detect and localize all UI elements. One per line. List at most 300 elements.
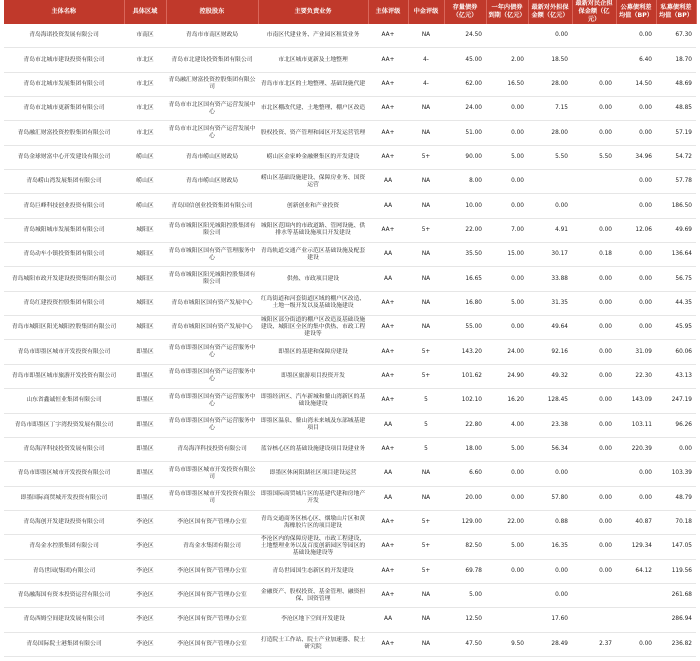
table-cell	[528, 170, 572, 194]
table-cell: 34.96	[616, 145, 656, 169]
table-cell: 青岛西姆空间建设发展有限公司	[4, 608, 124, 632]
table-cell: AA+	[368, 559, 408, 583]
table-cell: 城阳区	[124, 218, 166, 242]
table-cell: 57.78	[656, 170, 696, 194]
table-cell: 101.62	[444, 364, 486, 388]
table-cell: 28.00	[528, 72, 572, 96]
table-row	[4, 194, 696, 218]
table-cell: 56.34	[528, 437, 572, 461]
table-cell: 0.00	[616, 291, 656, 315]
table-cell: 青岛金水集团有限公司	[166, 535, 258, 559]
table-row	[4, 583, 696, 607]
table-cell: 5+	[408, 145, 444, 169]
table-cell: 12.06	[616, 218, 656, 242]
table-row	[4, 48, 696, 72]
table-cell: 0.00	[572, 510, 616, 534]
table-cell: 0.00	[486, 170, 528, 194]
table-cell: 0.00	[616, 462, 656, 486]
table-cell: 48.69	[656, 72, 696, 96]
table-cell: 0.00	[572, 291, 616, 315]
table-cell: 市南区	[124, 24, 166, 48]
table-cell: 青岛国信创业投资集团有限公司	[166, 194, 258, 218]
table-cell: 0.00	[656, 437, 696, 461]
table-cell: 0.00	[572, 218, 616, 242]
table-cell: 129.00	[444, 510, 486, 534]
table-cell: 4-	[408, 72, 444, 96]
table-cell: 即墨国际商贸城片区的基建代建和房地产开发	[258, 486, 368, 510]
table-cell: 49.32	[528, 364, 572, 388]
table-cell: 市北区	[124, 97, 166, 121]
table-cell: 0.88	[528, 510, 572, 534]
table-cell: 李沧区国有资产管理办公室	[166, 583, 258, 607]
table-cell: 0.00	[528, 559, 572, 583]
table-cell: 12.50	[444, 608, 486, 632]
table-cell: 16.50	[486, 72, 528, 96]
table-cell: 青岛市即墨区国有资产运营服务中心	[166, 340, 258, 364]
table-cell: 0.00	[572, 486, 616, 510]
table-cell: 17.60	[528, 608, 572, 632]
table-cell: AA+	[368, 218, 408, 242]
table-cell: AA	[368, 462, 408, 486]
table-cell: 青岛市即墨区城市开发投资有限公司	[4, 340, 124, 364]
table-cell: 青岛市崂山区财政局	[166, 145, 258, 169]
table-cell	[572, 194, 616, 218]
table-cell: 0.00	[616, 243, 656, 267]
table-cell: 35.50	[444, 243, 486, 267]
table-cell: 0.00	[486, 316, 528, 340]
table-cell: 青岛市即墨区城市开发投资有限公司	[4, 462, 124, 486]
table-cell: 市北区棚改代建、土地整理、棚户区改造	[258, 97, 368, 121]
table-cell: 5+	[408, 340, 444, 364]
table-cell: 青岛市市北区国有资产运营发展中心	[166, 97, 258, 121]
table-cell: 31.35	[528, 291, 572, 315]
table-cell: 青岛市即墨区丁字湾投资发展有限公司	[4, 413, 124, 437]
table-row	[4, 218, 696, 242]
table-cell: 0.00	[572, 267, 616, 291]
table-cell: 5+	[408, 535, 444, 559]
table-cell: 18.00	[444, 437, 486, 461]
table-row	[4, 243, 696, 267]
table-cell: 青岛融汇财富投资控股集团有限公司	[4, 121, 124, 145]
table-cell: 李沧区国有资产管理办公室	[166, 632, 258, 656]
table-cell: NA	[408, 121, 444, 145]
table-cell: AA	[368, 170, 408, 194]
table-cell: 47.50	[444, 632, 486, 656]
column-header: 最新对外担保金额（亿元）	[528, 0, 572, 24]
table-cell: 青岛交通商务区核心区、烟墩山片区和黄海橡胶片区的项目建设	[258, 510, 368, 534]
table-cell	[616, 583, 656, 607]
table-cell: 青岛世园(集团)有限公司	[4, 559, 124, 583]
table-row	[4, 559, 696, 583]
table-cell: 16.35	[528, 535, 572, 559]
table-cell: AA+	[368, 389, 408, 413]
table-cell: 崂山区	[124, 145, 166, 169]
table-cell: 市北区	[124, 72, 166, 96]
table-cell: 92.16	[528, 340, 572, 364]
table-row	[4, 72, 696, 96]
table-cell: 0.00	[616, 632, 656, 656]
table-cell: 69.78	[444, 559, 486, 583]
table-cell: 青岛红建投资控股集团有限公司	[4, 291, 124, 315]
table-row	[4, 608, 696, 632]
table-cell	[616, 608, 656, 632]
table-cell: 7.00	[486, 218, 528, 242]
table-cell: AA+	[368, 48, 408, 72]
table-cell: 5.00	[486, 535, 528, 559]
column-header: 最新对民企担保金额（亿元）	[572, 0, 616, 24]
table-cell: 李沧区	[124, 510, 166, 534]
table-cell: 9.50	[486, 632, 528, 656]
table-cell: 青岛市城阳区国有资产发展中心	[166, 291, 258, 315]
table-cell: 16.20	[486, 389, 528, 413]
table-cell: 城阳区	[124, 291, 166, 315]
table-cell: 5+	[408, 364, 444, 388]
table-cell: 青岛城阳城市发展集团有限公司	[4, 218, 124, 242]
table-cell: 5.00	[486, 437, 528, 461]
table-cell: 20.00	[444, 486, 486, 510]
table-cell: 即墨区休闲阳湖社区项目建设运营	[258, 462, 368, 486]
table-cell: 0.00	[486, 267, 528, 291]
table-cell: AA+	[368, 583, 408, 607]
table-row	[4, 462, 696, 486]
table-cell: 市北区	[124, 48, 166, 72]
table-cell: 即墨区旅游项目投资开发	[258, 364, 368, 388]
table-cell: 0.00	[528, 194, 572, 218]
table-row	[4, 121, 696, 145]
table-cell: 李沧区国有资产管理办公室	[166, 510, 258, 534]
table-cell: 青岛市即墨区国有资产运营服务中心	[166, 389, 258, 413]
table-cell: 0.00	[616, 121, 656, 145]
table-cell: 青岛市城阳区阳光城阳控股集团有限公司	[4, 316, 124, 340]
table-cell	[486, 608, 528, 632]
table-cell: 0.00	[572, 389, 616, 413]
table-cell: 18.50	[528, 48, 572, 72]
table-cell: 60.06	[656, 340, 696, 364]
table-cell: 0.18	[572, 243, 616, 267]
table-cell: 即墨区温泉、鳌山湾未来城及东部城基建项目	[258, 413, 368, 437]
table-cell: 82.50	[444, 535, 486, 559]
table-cell: 0.00	[572, 316, 616, 340]
table-cell: 22.00	[444, 218, 486, 242]
table-cell: 7.15	[528, 97, 572, 121]
table-cell	[572, 462, 616, 486]
table-row	[4, 413, 696, 437]
table-cell: 城阳区范围内的市政道路、管网设施、供排水等基础设施项目开发建设	[258, 218, 368, 242]
table-cell: 40.87	[616, 510, 656, 534]
table-cell: 金融资产、股权投资、基金管理、融资担保、国资管理	[258, 583, 368, 607]
table-row	[4, 510, 696, 534]
table-cell: 青岛巨峰科技创业投资有限公司	[4, 194, 124, 218]
table-cell: 0.00	[572, 535, 616, 559]
table-cell: 23.38	[528, 413, 572, 437]
table-cell: 山东省鑫诚恒业集团有限公司	[4, 389, 124, 413]
table-cell: 李沧区	[124, 535, 166, 559]
table-cell: 城阳区	[124, 316, 166, 340]
table-cell: 供热、市政项目建设	[258, 267, 368, 291]
lgfv-table	[4, 0, 697, 657]
column-header: 公募债利差均值（BP）	[616, 0, 656, 24]
table-cell: NA	[408, 583, 444, 607]
table-cell: 城阳区	[124, 267, 166, 291]
table-cell: 市南区代建业务、产业园区租赁业务	[258, 24, 368, 48]
table-row	[4, 291, 696, 315]
table-cell: 0.00	[486, 462, 528, 486]
table-cell: 0.00	[486, 194, 528, 218]
table-cell: 即墨区	[124, 413, 166, 437]
table-row	[4, 170, 696, 194]
table-cell: NA	[408, 24, 444, 48]
table-cell: 青岛市城阳区国有资产发展中心	[166, 316, 258, 340]
table-cell: 打造院士工作站、院士产业加速器、院士研究院	[258, 632, 368, 656]
table-cell: 128.45	[528, 389, 572, 413]
table-row	[4, 340, 696, 364]
table-cell: 青岛市城阳区国有资产管理服务中心	[166, 243, 258, 267]
table-cell: 青岛国际院士港集团有限公司	[4, 632, 124, 656]
table-cell: 5.50	[572, 145, 616, 169]
table-cell	[572, 608, 616, 632]
table-cell: 30.17	[528, 243, 572, 267]
column-header: 主体名称	[4, 0, 124, 24]
table-cell: 即墨区	[124, 389, 166, 413]
table-cell: 90.00	[444, 145, 486, 169]
table-cell: 青岛海创开发建设投资有限公司	[4, 510, 124, 534]
table-cell: 青岛融海国有资本投资运营有限公司	[4, 583, 124, 607]
table-cell: 8.00	[444, 170, 486, 194]
table-cell: AA+	[368, 316, 408, 340]
table-cell: 青岛市即墨区国有资产运营服务中心	[166, 364, 258, 388]
column-header: 主体评级	[368, 0, 408, 24]
table-cell: NA	[408, 608, 444, 632]
table-cell: 143.20	[444, 340, 486, 364]
table-cell: 4-	[408, 48, 444, 72]
table-cell: AA	[368, 486, 408, 510]
table-cell: 青岛崂山湾发展集团有限公司	[4, 170, 124, 194]
table-cell: 0.00	[572, 559, 616, 583]
table-row	[4, 97, 696, 121]
table-cell: AA+	[368, 364, 408, 388]
table-cell: 18.70	[656, 48, 696, 72]
table-cell: 33.88	[528, 267, 572, 291]
table-cell: 24.90	[486, 364, 528, 388]
table-cell: 14.50	[616, 72, 656, 96]
table-row	[4, 364, 696, 388]
table-cell: 5+	[408, 510, 444, 534]
table-cell: AA+	[368, 535, 408, 559]
table-cell: 0.00	[616, 316, 656, 340]
table-row	[4, 389, 696, 413]
table-cell: 创新创业和产业投资	[258, 194, 368, 218]
table-cell: 119.56	[656, 559, 696, 583]
table-cell: 5.50	[528, 145, 572, 169]
table-cell: 15.00	[486, 243, 528, 267]
table-cell: 49.64	[528, 316, 572, 340]
table-cell: AA+	[368, 437, 408, 461]
table-cell: 李沧区	[124, 632, 166, 656]
table-cell: 青岛市即墨区城市开发投资有限公司	[166, 486, 258, 510]
table-cell: NA	[408, 462, 444, 486]
table-cell: NA	[408, 194, 444, 218]
table-cell: 5	[408, 413, 444, 437]
table-cell: 286.94	[656, 608, 696, 632]
table-cell: 4.00	[486, 413, 528, 437]
table-cell: 市北区城市更新及土地整理	[258, 48, 368, 72]
table-cell: AA+	[368, 340, 408, 364]
table-cell: 0.00	[572, 97, 616, 121]
table-body	[4, 24, 696, 656]
table-cell: 即墨区	[124, 486, 166, 510]
table-cell: 蓝谷核心区的基础设施建设项目设建业务	[258, 437, 368, 461]
table-cell: NA	[408, 316, 444, 340]
table-cell: 96.26	[656, 413, 696, 437]
table-cell: 青岛市城阳区阳光城阳控股集团有限公司	[166, 218, 258, 242]
table-cell: 城阳区	[124, 243, 166, 267]
table-cell: 0.00	[528, 583, 572, 607]
table-cell: AA+	[368, 121, 408, 145]
table-cell: 青岛市崂山区财政局	[166, 170, 258, 194]
table-cell: 0.00	[486, 97, 528, 121]
column-header: 控股股东	[166, 0, 258, 24]
column-header: 具体区域	[124, 0, 166, 24]
table-row	[4, 24, 696, 48]
table-cell: AA	[368, 194, 408, 218]
table-cell: 即墨区	[124, 462, 166, 486]
table-cell: 青岛融汇财富投资控股集团有限公司	[166, 72, 258, 96]
table-cell: 青岛世园国生态新区的开发建设	[258, 559, 368, 583]
table-cell: 5+	[408, 559, 444, 583]
table-cell: 51.00	[444, 121, 486, 145]
table-cell: 102.10	[444, 389, 486, 413]
table-cell: 4.91	[528, 218, 572, 242]
table-cell: 即墨区的基建和保障房建设	[258, 340, 368, 364]
table-cell: 0.00	[572, 121, 616, 145]
table-cell: 54.72	[656, 145, 696, 169]
table-cell: 城阳区部分街道的棚户区改造及基础设施建设、城阳区全区的集中供热、市政工程建设等	[258, 316, 368, 340]
table-cell: 103.11	[616, 413, 656, 437]
table-cell: 45.95	[656, 316, 696, 340]
table-cell: 青岛市即墨区国有资产运营服务中心	[166, 413, 258, 437]
table-cell	[486, 24, 528, 48]
table-row	[4, 267, 696, 291]
table-cell: 44.35	[656, 291, 696, 315]
table-cell: 即墨区	[124, 437, 166, 461]
table-cell: 24.00	[444, 97, 486, 121]
table-cell: 即墨区	[124, 340, 166, 364]
table-cell: 青岛市北城市建设投资有限公司	[4, 48, 124, 72]
table-cell: 市北区	[124, 121, 166, 145]
table-cell: 0.00	[616, 24, 656, 48]
table-cell: 22.30	[616, 364, 656, 388]
table-cell: 48.85	[656, 97, 696, 121]
table-cell: 2.00	[486, 48, 528, 72]
table-cell: 0.00	[486, 559, 528, 583]
table-cell: 5.00	[444, 583, 486, 607]
table-cell: 青岛市城阳区阳光城阳控股集团有限公司	[166, 267, 258, 291]
table-cell: 青岛市即墨区城市开发投资有限公司	[166, 462, 258, 486]
table-cell: 31.09	[616, 340, 656, 364]
table-row	[4, 632, 696, 656]
table-cell: NA	[408, 632, 444, 656]
table-cell: 青岛市北建设投资集团有限公司	[166, 48, 258, 72]
table-cell: AA+	[368, 510, 408, 534]
table-cell: 0.00	[528, 24, 572, 48]
table-row	[4, 145, 696, 169]
table-cell: AA+	[368, 145, 408, 169]
table-cell: AA	[368, 243, 408, 267]
table-cell: 李沧区	[124, 608, 166, 632]
table-cell: AA	[368, 267, 408, 291]
table-cell: 57.80	[528, 486, 572, 510]
table-cell: 0.00	[616, 267, 656, 291]
table-cell: 5.00	[486, 291, 528, 315]
column-header: 一年内债券到期（亿元）	[486, 0, 528, 24]
table-cell: 28.00	[528, 121, 572, 145]
table-cell: 0.00	[572, 340, 616, 364]
table-cell: 5	[408, 389, 444, 413]
table-cell: 247.19	[656, 389, 696, 413]
table-cell: 青岛城阳市政开发建设投资集团有限公司	[4, 267, 124, 291]
table-cell: AA+	[368, 24, 408, 48]
table-cell: 即墨国际商贸城开发投资有限公司	[4, 486, 124, 510]
column-header: 中金评级	[408, 0, 444, 24]
table-cell: 0.00	[572, 437, 616, 461]
table-cell: 64.12	[616, 559, 656, 583]
table-cell	[486, 583, 528, 607]
table-cell: 6.60	[444, 462, 486, 486]
table-cell: 0.00	[486, 486, 528, 510]
table-row	[4, 486, 696, 510]
table-cell: 129.34	[616, 535, 656, 559]
table-cell: 220.39	[616, 437, 656, 461]
table-cell: 青岛动车小镇投资集团有限公司	[4, 243, 124, 267]
table-cell: 崂山区金家岭金融聚集区的开发建设	[258, 145, 368, 169]
table-cell: 青岛市市北区国有资产运营发展中心	[166, 121, 258, 145]
table-cell: 青岛市北城市更新集团有限公司	[4, 97, 124, 121]
table-cell: NA	[408, 170, 444, 194]
table-cell: 崂山区	[124, 194, 166, 218]
table-cell: 28.49	[528, 632, 572, 656]
table-row	[4, 535, 696, 559]
table-cell: AA+	[368, 291, 408, 315]
table-cell: 青岛轨道交通产业示范区基础设施及配套建设	[258, 243, 368, 267]
table-cell: 青岛海洋科技投资发展有限公司	[4, 437, 124, 461]
table-cell: 崂山区基础设施建设、保障房业务、国资运营	[258, 170, 368, 194]
table-cell: 0.00	[572, 72, 616, 96]
table-cell: 22.00	[486, 510, 528, 534]
table-cell: AA	[368, 608, 408, 632]
table-cell: 186.50	[656, 194, 696, 218]
column-header: 主要负责业务	[258, 0, 368, 24]
table-cell: NA	[408, 243, 444, 267]
table-cell: 24.00	[486, 340, 528, 364]
table-header	[4, 0, 696, 24]
table-cell: 43.13	[656, 364, 696, 388]
table-cell: 5	[408, 437, 444, 461]
table-cell: 0.00	[486, 121, 528, 145]
table-cell: 67.30	[656, 24, 696, 48]
table-cell	[572, 170, 616, 194]
table-cell: 48.79	[656, 486, 696, 510]
table-cell: 24.50	[444, 24, 486, 48]
table-cell	[572, 583, 616, 607]
table-cell: 147.05	[656, 535, 696, 559]
table-cell: 261.68	[656, 583, 696, 607]
table-cell: 0.00	[616, 486, 656, 510]
table-cell: 青岛市市北区的土地整理、基础设施代建	[258, 72, 368, 96]
table-cell: 青岛海诺投资发展有限公司	[4, 24, 124, 48]
table-cell: 16.65	[444, 267, 486, 291]
table-cell: AA+	[368, 72, 408, 96]
table-cell: 青岛市市南区财政局	[166, 24, 258, 48]
